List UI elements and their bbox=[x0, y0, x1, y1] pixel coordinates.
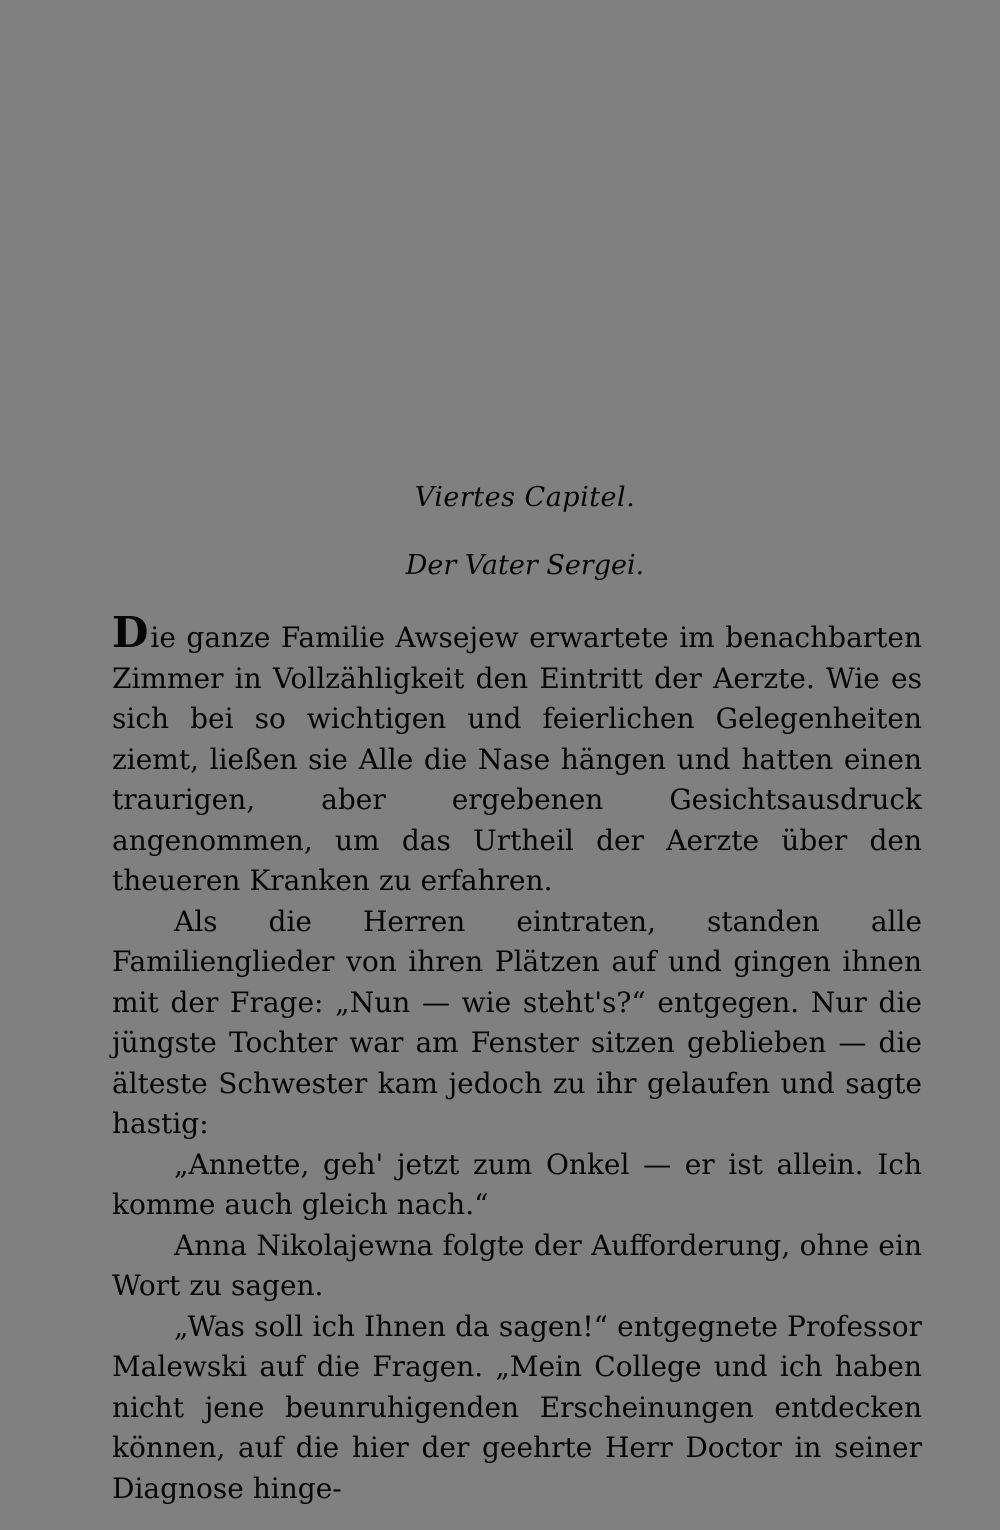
paragraph: Anna Nikolajewna folgte der Aufforderung, ohne ein Wort zu sagen. bbox=[112, 1228, 922, 1302]
paragraph: „Annette, geh' jetzt zum Onkel — er ist allein. Ich komme auch gleich nach.“ bbox=[112, 1147, 922, 1221]
drop-cap: D bbox=[112, 608, 149, 657]
chapter-heading: Viertes Capitel. bbox=[414, 482, 636, 513]
paragraph: Als die Herren eintraten, standen alle Familienglieder von ihren Plätzen auf und gingen ihnen mit der Frage: „Nun — wie steht's?“ entgegen. Nur die jüngste Tochter war am Fenster sitzen geblieben — die älteste Schwester kam jedoch zu ihr gelaufen und sagte hastig: bbox=[112, 904, 922, 1140]
paragraph: „Was soll ich Ihnen da sagen!“ entgegnete Professor Malewski auf die Fragen. „Mein College und ich haben nicht jene beunruhigenden Erscheinungen entdecken können, auf die hier der geehrte Herr Doctor in seiner Diagnose hinge- bbox=[112, 1309, 922, 1505]
paragraph-text: ie ganze Familie Awsejew erwartete im benachbarten Zimmer in Vollzähligkeit den Eintritt der Aerzte. Wie es sich bei so wichtigen und feierlichen Gelegenheiten ziemt, ließen sie Alle die Nase hängen und hatten einen traurigen, aber ergebenen Gesichtsausdruck angenommen, um das Urtheil der Aerzte über den theueren Kranken zu erfahren. bbox=[112, 621, 922, 897]
body-text bbox=[112, 608, 922, 1509]
chapter-title: Der Vater Sergei. bbox=[405, 550, 645, 581]
paragraph bbox=[112, 608, 922, 902]
